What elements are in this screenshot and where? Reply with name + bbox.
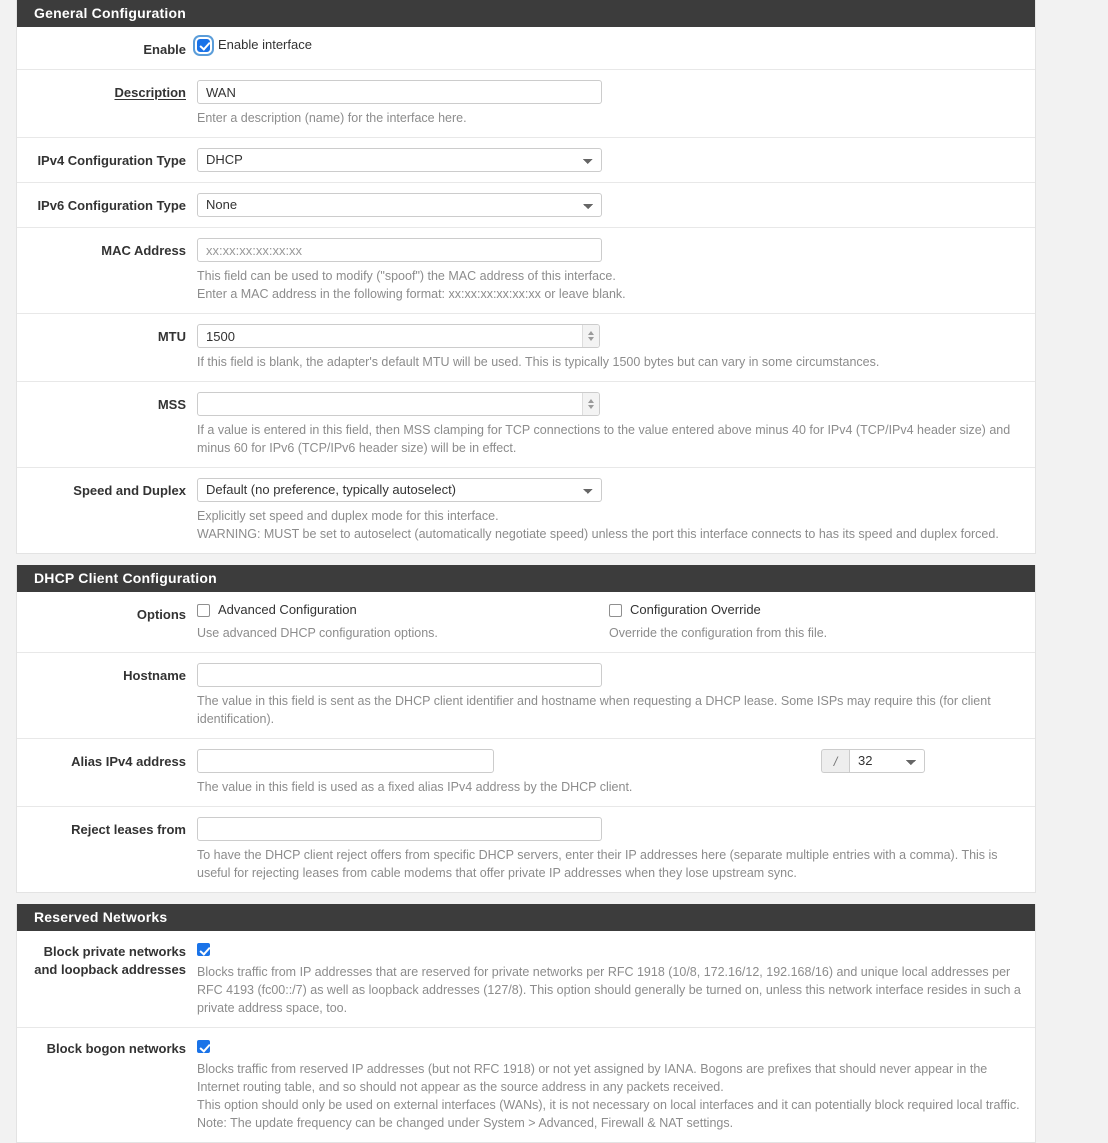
panel-gap bbox=[0, 893, 1108, 904]
form-row-block-bogon-networks bbox=[17, 1028, 1035, 1142]
help-line: If this field is blank, the adapter's default MTU will be used. This is typically 1500 bytes but can vary in some circumstances. bbox=[197, 355, 880, 369]
field-label-alias-ipv4-address: Alias IPv4 address bbox=[71, 754, 186, 769]
select-speed-and-duplex[interactable] bbox=[197, 478, 602, 502]
form-row-block-private-networks-and-loopback-addresses bbox=[17, 931, 1035, 1028]
enable-interface-label: Enable interface bbox=[218, 37, 312, 52]
form-row-mac-address bbox=[17, 228, 1035, 314]
spinner-down-icon[interactable] bbox=[588, 337, 594, 341]
field-control-mac-address bbox=[197, 238, 1035, 303]
help-line: Enter a MAC address in the following format: xx:xx:xx:xx:xx:xx or leave blank. bbox=[197, 287, 626, 301]
select-ipv6-configuration-type[interactable] bbox=[197, 193, 602, 217]
field-label-text: Description bbox=[114, 85, 186, 100]
field-control-ipv4-configuration-type bbox=[197, 148, 1035, 172]
checkbox-label-advanced-configuration: Advanced Configuration bbox=[218, 602, 357, 617]
help-mac-address bbox=[197, 267, 1021, 303]
enable-interface-checkbox[interactable] bbox=[197, 39, 210, 52]
alias-address-wrap bbox=[197, 749, 821, 773]
help-configuration-override: Override the configuration from this file. bbox=[609, 626, 828, 640]
field-label-reject-leases-from: Reject leases from bbox=[71, 822, 186, 837]
field-label-enable: Enable bbox=[143, 42, 186, 57]
form-row-reject-leases-from bbox=[17, 807, 1035, 892]
checkbox-row bbox=[609, 602, 1021, 618]
field-label-mtu: MTU bbox=[157, 329, 186, 344]
form-row-options bbox=[17, 592, 1035, 653]
help-mss bbox=[197, 421, 1021, 457]
form-row-speed-and-duplex bbox=[17, 468, 1035, 553]
field-label-block-bogon-networks: Block bogon networks bbox=[46, 1041, 186, 1057]
alias-line bbox=[197, 749, 1021, 773]
field-control-mtu bbox=[197, 324, 1035, 371]
field-label-options: Options bbox=[136, 607, 186, 622]
field-label-ipv4-configuration-type: IPv4 Configuration Type bbox=[37, 153, 186, 168]
option-column-advanced-configuration bbox=[197, 602, 609, 642]
help-line: This field can be used to modify ("spoof") the MAC address of this interface. bbox=[197, 269, 616, 283]
select-alias-prefix[interactable] bbox=[849, 749, 925, 773]
field-label-hostname: Hostname bbox=[123, 668, 186, 683]
panel-heading-reserved-networks: Reserved Networks bbox=[17, 904, 1035, 931]
form-row-enable bbox=[17, 27, 1035, 70]
input-reject-leases-from[interactable] bbox=[197, 817, 602, 841]
help-line: The value in this field is sent as the DHCP client identifier and hostname when requesting a DHCP lease. Some ISPs may require this (for client identification). bbox=[197, 694, 991, 726]
field-control-options bbox=[197, 602, 1035, 642]
help-hostname bbox=[197, 692, 1021, 728]
alias-prefix-group bbox=[821, 749, 925, 773]
input-hostname[interactable] bbox=[197, 663, 602, 687]
form-row-ipv6-configuration-type bbox=[17, 183, 1035, 228]
field-label-mss: MSS bbox=[157, 397, 186, 412]
form-row-description bbox=[17, 70, 1035, 138]
field-control-hostname bbox=[197, 663, 1035, 728]
panel-general bbox=[16, 0, 1036, 554]
checkbox-advanced-configuration[interactable] bbox=[197, 604, 210, 617]
form-row-mtu bbox=[17, 314, 1035, 382]
spinner-mss[interactable] bbox=[582, 393, 599, 415]
number-wrap-mss bbox=[197, 392, 600, 416]
checkbox-block-bogon-networks[interactable] bbox=[197, 1040, 210, 1053]
help-line: This option should only be used on external interfaces (WANs), it is not necessary on local interfaces and it can potentially block required local traffic. bbox=[197, 1098, 1020, 1113]
help-block-private-networks-and-loopback-addresses bbox=[197, 963, 1021, 1017]
panel-dhcp-client bbox=[16, 565, 1036, 893]
input-mtu[interactable] bbox=[197, 324, 600, 348]
panel-heading-general: General Configuration bbox=[17, 0, 1035, 27]
help-line: Note: The update frequency can be changed under System > Advanced, Firewall & NAT settings. bbox=[197, 1116, 734, 1131]
field-label-block-private-networks-and-loopback-addresses: Block private networks and loopback addresses bbox=[34, 944, 186, 977]
spinner-up-icon[interactable] bbox=[588, 399, 594, 403]
form-row-alias-ipv4-address bbox=[17, 739, 1035, 807]
input-mac-address[interactable] bbox=[197, 238, 602, 262]
checkbox-label-configuration-override: Configuration Override bbox=[630, 602, 761, 617]
checkbox-block-private-networks-and-loopback-addresses[interactable] bbox=[197, 943, 210, 956]
help-line: If a value is entered in this field, then MSS clamping for TCP connections to the value entered above minus 40 for IPv4 (TCP/IPv4 header size) and minus 60 for IPv6 (TCP/IPv6 header size) will be in effect. bbox=[197, 423, 1011, 455]
options-columns bbox=[197, 602, 1021, 642]
checkbox-row bbox=[197, 602, 609, 618]
help-mtu bbox=[197, 353, 1021, 371]
spinner-mtu[interactable] bbox=[582, 325, 599, 347]
help-reject-leases-from bbox=[197, 846, 1021, 882]
checkbox-configuration-override[interactable] bbox=[609, 604, 622, 617]
field-label-description bbox=[17, 80, 197, 102]
help-block-bogon-networks bbox=[197, 1060, 1021, 1132]
input-mss[interactable] bbox=[197, 392, 600, 416]
form-row-hostname bbox=[17, 653, 1035, 739]
input-alias-ipv4-address[interactable] bbox=[197, 749, 494, 773]
field-control-speed-and-duplex bbox=[197, 478, 1035, 543]
help-line: To have the DHCP client reject offers from specific DHCP servers, enter their IP addresses here (separate multiple entries with a comma). This is useful for rejecting leases from cable modems that offer private IP addresses when they lose upstream sync. bbox=[197, 848, 998, 880]
prefix-separator-addon: / bbox=[821, 749, 849, 773]
select-ipv4-configuration-type[interactable] bbox=[197, 148, 602, 172]
field-control-block-private-networks-and-loopback-addresses bbox=[197, 941, 1035, 1017]
help-alias-ipv4-address bbox=[197, 778, 1021, 796]
help-line: Explicitly set speed and duplex mode for this interface. bbox=[197, 509, 499, 523]
field-control-block-bogon-networks bbox=[197, 1038, 1035, 1132]
help-line: Blocks traffic from reserved IP addresses (but not RFC 1918) or not yet assigned by IANA. Bogons are prefixes that should never appear in the Internet routing table, and so should not appear as the source address in any packets received. bbox=[197, 1062, 988, 1095]
field-control-enable bbox=[197, 37, 1035, 53]
number-wrap-mtu bbox=[197, 324, 600, 348]
panel-reserved-networks bbox=[16, 904, 1036, 1143]
field-control-alias-ipv4-address bbox=[197, 749, 1035, 796]
spinner-up-icon[interactable] bbox=[588, 331, 594, 335]
help-line: Blocks traffic from IP addresses that are reserved for private networks per RFC 1918 (10/8, 172.16/12, 192.168/16) and unique local addresses per RFC 4193 (fc00::/7) as well as loopback addresses (127/8). This option should generally be turned on, unless this network interface resides in such a private address space, too. bbox=[197, 965, 1021, 1016]
field-label-speed-and-duplex: Speed and Duplex bbox=[73, 483, 186, 498]
help-speed-and-duplex bbox=[197, 507, 1021, 543]
panel-gap bbox=[0, 554, 1108, 565]
field-label-ipv6-configuration-type: IPv6 Configuration Type bbox=[37, 198, 186, 213]
field-control-ipv6-configuration-type bbox=[197, 193, 1035, 217]
form-row-mss bbox=[17, 382, 1035, 468]
input-description[interactable] bbox=[197, 80, 602, 104]
field-control-description bbox=[197, 80, 1035, 127]
help-line: WARNING: MUST be set to autoselect (automatically negotiate speed) unless the port this interface connects to has its speed and duplex forced. bbox=[197, 527, 999, 541]
field-label-mac-address: MAC Address bbox=[101, 243, 186, 258]
field-control-reject-leases-from bbox=[197, 817, 1035, 882]
panel-heading-dhcp-client: DHCP Client Configuration bbox=[17, 565, 1035, 592]
form-row-ipv4-configuration-type bbox=[17, 138, 1035, 183]
checkbox-row bbox=[197, 37, 1021, 53]
help-description bbox=[197, 109, 1021, 127]
option-column-configuration-override bbox=[609, 602, 1021, 642]
field-control-mss bbox=[197, 392, 1035, 457]
help-line: The value in this field is used as a fixed alias IPv4 address by the DHCP client. bbox=[197, 780, 633, 794]
help-line: Enter a description (name) for the interface here. bbox=[197, 111, 467, 125]
help-advanced-configuration: Use advanced DHCP configuration options. bbox=[197, 626, 438, 640]
spinner-down-icon[interactable] bbox=[588, 405, 594, 409]
